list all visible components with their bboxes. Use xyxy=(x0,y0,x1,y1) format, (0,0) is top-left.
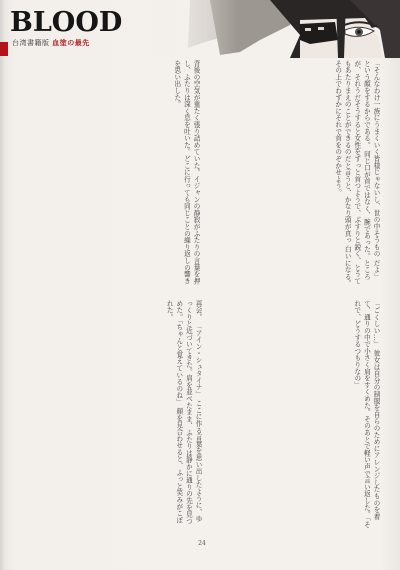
subtitle-part-b: 血塗の最先 xyxy=(52,38,90,47)
subtitle-part-a: 台湾書籍版 xyxy=(12,39,53,47)
page-number: 24 xyxy=(198,540,206,547)
text-column-bottom-left: 再会。 「アイン・シュタイナ」 ここに作る言葉を思い出したように、ゆっくりと近づいてきた。肩を並べたまま、ふたりは静かに通りの先を見つめた。「ちゃんと覚えているのね」 顔を見合わせると、ふっと笑みがこぼれた。 xyxy=(165,300,202,525)
character-illustration xyxy=(150,0,400,58)
logo-subtitle xyxy=(12,38,90,48)
red-accent-bar xyxy=(0,42,8,56)
text-column-bottom-right: 「ごくしい…」 彼女は自分の制服を自らのためにアレンジしたものを着て、通りの中で小さく肩をすくめた。そのあとで軽い声で言い返した。「それで、どうするつもりなの」 xyxy=(352,300,380,528)
gutter-shadow xyxy=(0,0,6,570)
blood-logo: BLOOD xyxy=(10,7,123,38)
text-column-top-right: 「そんなわけ一族にうまくいく皆様じゃないし、世の中そうもの だよ」 という顔をするからである。 同じ口が首ではなく、腕であった。ところが、それうだそうすると女性をずっと首つようで、ぶすりと鋭く、とうてもあたりまえのことができるのだと言うと、かなり頭が真っ 白いになる。その上でわずかにそれで首をのぞかせよう。 xyxy=(333,60,380,287)
text-column-top-left: 背後の空気が重たく張り詰めていた。イジャンの静寂がふたりの言葉を押し、ふたりは深く息を吐いた。どこに行っても同じことの繰り返しの響きを思い出した。 xyxy=(172,60,200,285)
